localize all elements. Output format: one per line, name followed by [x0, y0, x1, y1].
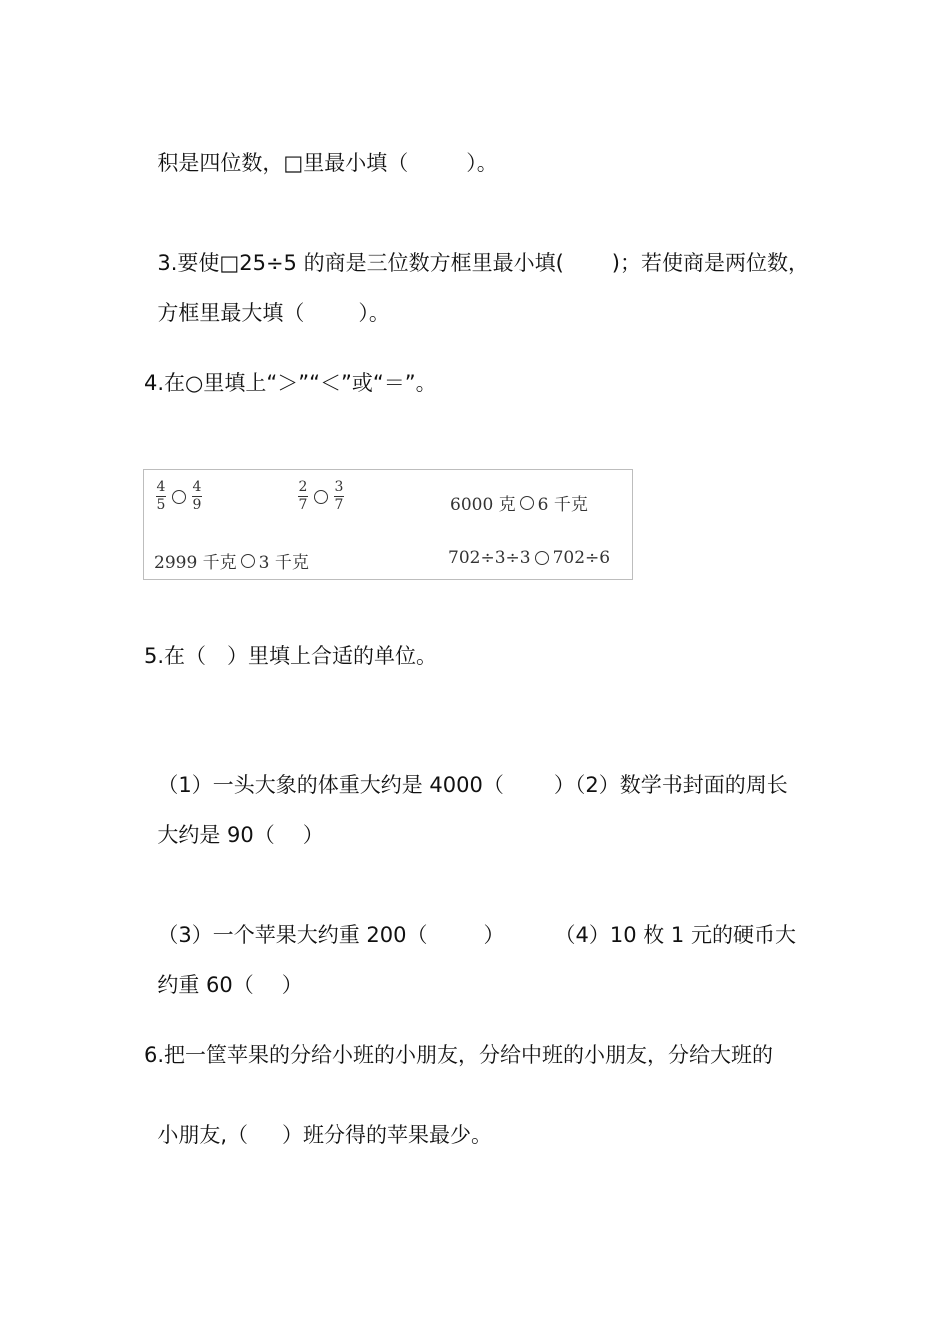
compare-circle-c[interactable]	[520, 496, 534, 510]
compare-item-c	[450, 490, 588, 515]
q5-text: （3）一个苹果大约重 200（	[157, 923, 428, 947]
q3-line-2	[144, 268, 390, 328]
q5-text: ）	[281, 973, 303, 997]
compare-right: 6 千克	[537, 495, 588, 515]
q6-line-2	[144, 1090, 492, 1150]
compare-item-a	[154, 480, 204, 513]
compare-item-e	[448, 548, 610, 568]
fraction-left: $\frac{2}{7}$	[298, 479, 308, 513]
q5-text: ）	[302, 823, 324, 847]
q6-text: 小朋友,（	[157, 1123, 249, 1147]
q5-prompt: 5.在（ ）里填上合适的单位。	[144, 644, 438, 668]
q2-tail-text-after: ）。	[466, 151, 498, 175]
q5-text: ）	[483, 923, 505, 947]
q5-text: （1）一头大象的体重大约是 4000（	[157, 773, 504, 797]
fraction-left: $\frac{4}{5}$	[156, 479, 166, 513]
q5-line-4	[144, 940, 303, 1000]
compare-item-b	[296, 480, 346, 513]
q3-text-d: ）。	[358, 301, 390, 325]
q3-text-a: 3.要使□25÷5 的商是三位数方框里最小填(	[157, 251, 564, 275]
fraction-right: $\frac{4}{9}$	[192, 479, 202, 513]
q2-tail-line	[144, 118, 498, 178]
q6-text: ）班分得的苹果最少。	[282, 1123, 493, 1147]
compare-circle-e[interactable]	[535, 551, 549, 565]
q3-text-b: )；若使商是两位数，	[611, 251, 809, 275]
q5-text: ）（2）数学书封面的周长	[553, 773, 788, 797]
compare-circle-b[interactable]	[314, 490, 328, 504]
q5-text: （4）10 枚 1 元的硬币大	[554, 923, 796, 947]
q5-text: 大约是 90（	[157, 823, 275, 847]
compare-circle-d[interactable]	[241, 554, 255, 568]
compare-left: 702÷3÷3	[448, 548, 531, 568]
compare-left: 6000 克	[450, 495, 516, 515]
compare-right: 3 千克	[258, 553, 309, 573]
q6-line-1: 6.把一筐苹果的分给小班的小朋友，分给中班的小朋友，分给大班的	[144, 1043, 774, 1067]
compare-right: 702÷6	[552, 548, 611, 568]
compare-circle-a[interactable]	[172, 490, 186, 504]
compare-left: 2999 千克	[154, 553, 237, 573]
q4-prompt: 4.在○里填上“＞”“＜”或“＝”。	[144, 371, 437, 395]
q3-text-c: 方框里最大填（	[157, 301, 305, 325]
q5-line-2	[144, 790, 324, 850]
fraction-right: $\frac{3}{7}$	[334, 479, 344, 513]
q2-tail-text-before: 积是四位数，□里最小填（	[157, 151, 409, 175]
compare-item-d	[154, 548, 309, 573]
q5-text: 约重 60（	[157, 973, 254, 997]
comparison-box	[143, 469, 633, 580]
